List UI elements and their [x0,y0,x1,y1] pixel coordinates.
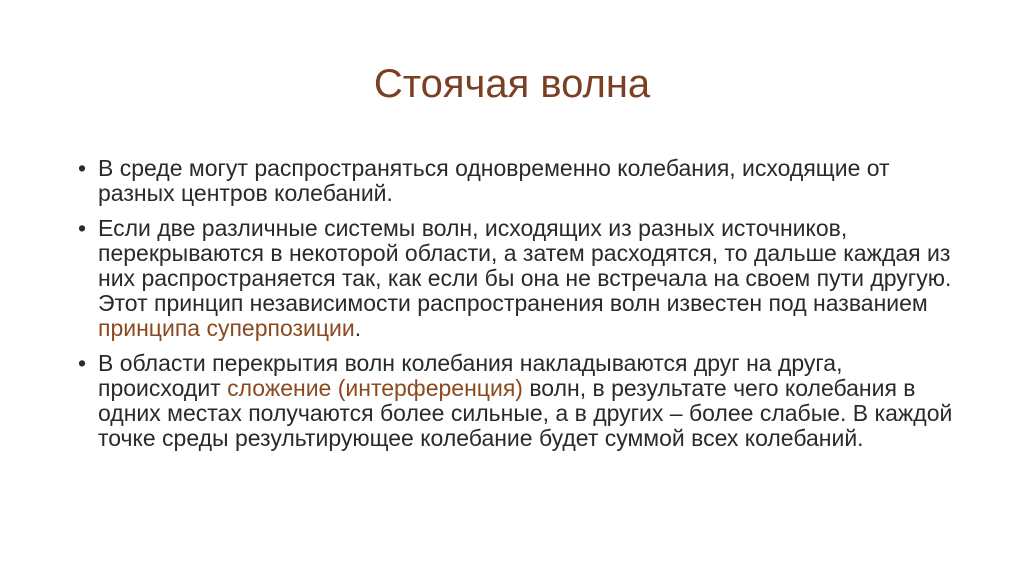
slide-title: Стоячая волна [373,62,651,106]
bullet-text: Если две различные системы волн, исходящих из разных источников, перекрываются в некоторой области, а затем расходятся, то дальше каждая из них распространяется так, как если бы она не встречала на своем пути другую. Этот принцип независимости распространения волн известен под названием [98,215,952,316]
bullet-list [78,156,958,461]
highlight-term-superposition: принципа суперпозиции [98,315,355,341]
bullet-item-2 [78,216,958,341]
bullet-marker: • [78,350,87,376]
bullet-text: В области перекрытия волн колебания накладываются друг на друга, происходит [98,350,843,401]
highlight-term-interference: сложение (интерференция) [227,375,523,401]
bullet-item-1 [78,156,958,206]
bullet-text-end: . [354,315,362,341]
bullet-marker: • [78,155,87,181]
bullet-item-3 [78,351,958,451]
bullet-text: В среде могут распространяться одновременно колебания, исходящие от разных центров колебаний. [98,155,890,206]
bullet-marker: • [78,215,87,241]
bullet-text-end: волн, в результате чего колебания в одних местах получаются более сильные, а в других – более слабые. В каждой точке среды результирующее колебание будет суммой всех колебаний. [98,375,953,451]
